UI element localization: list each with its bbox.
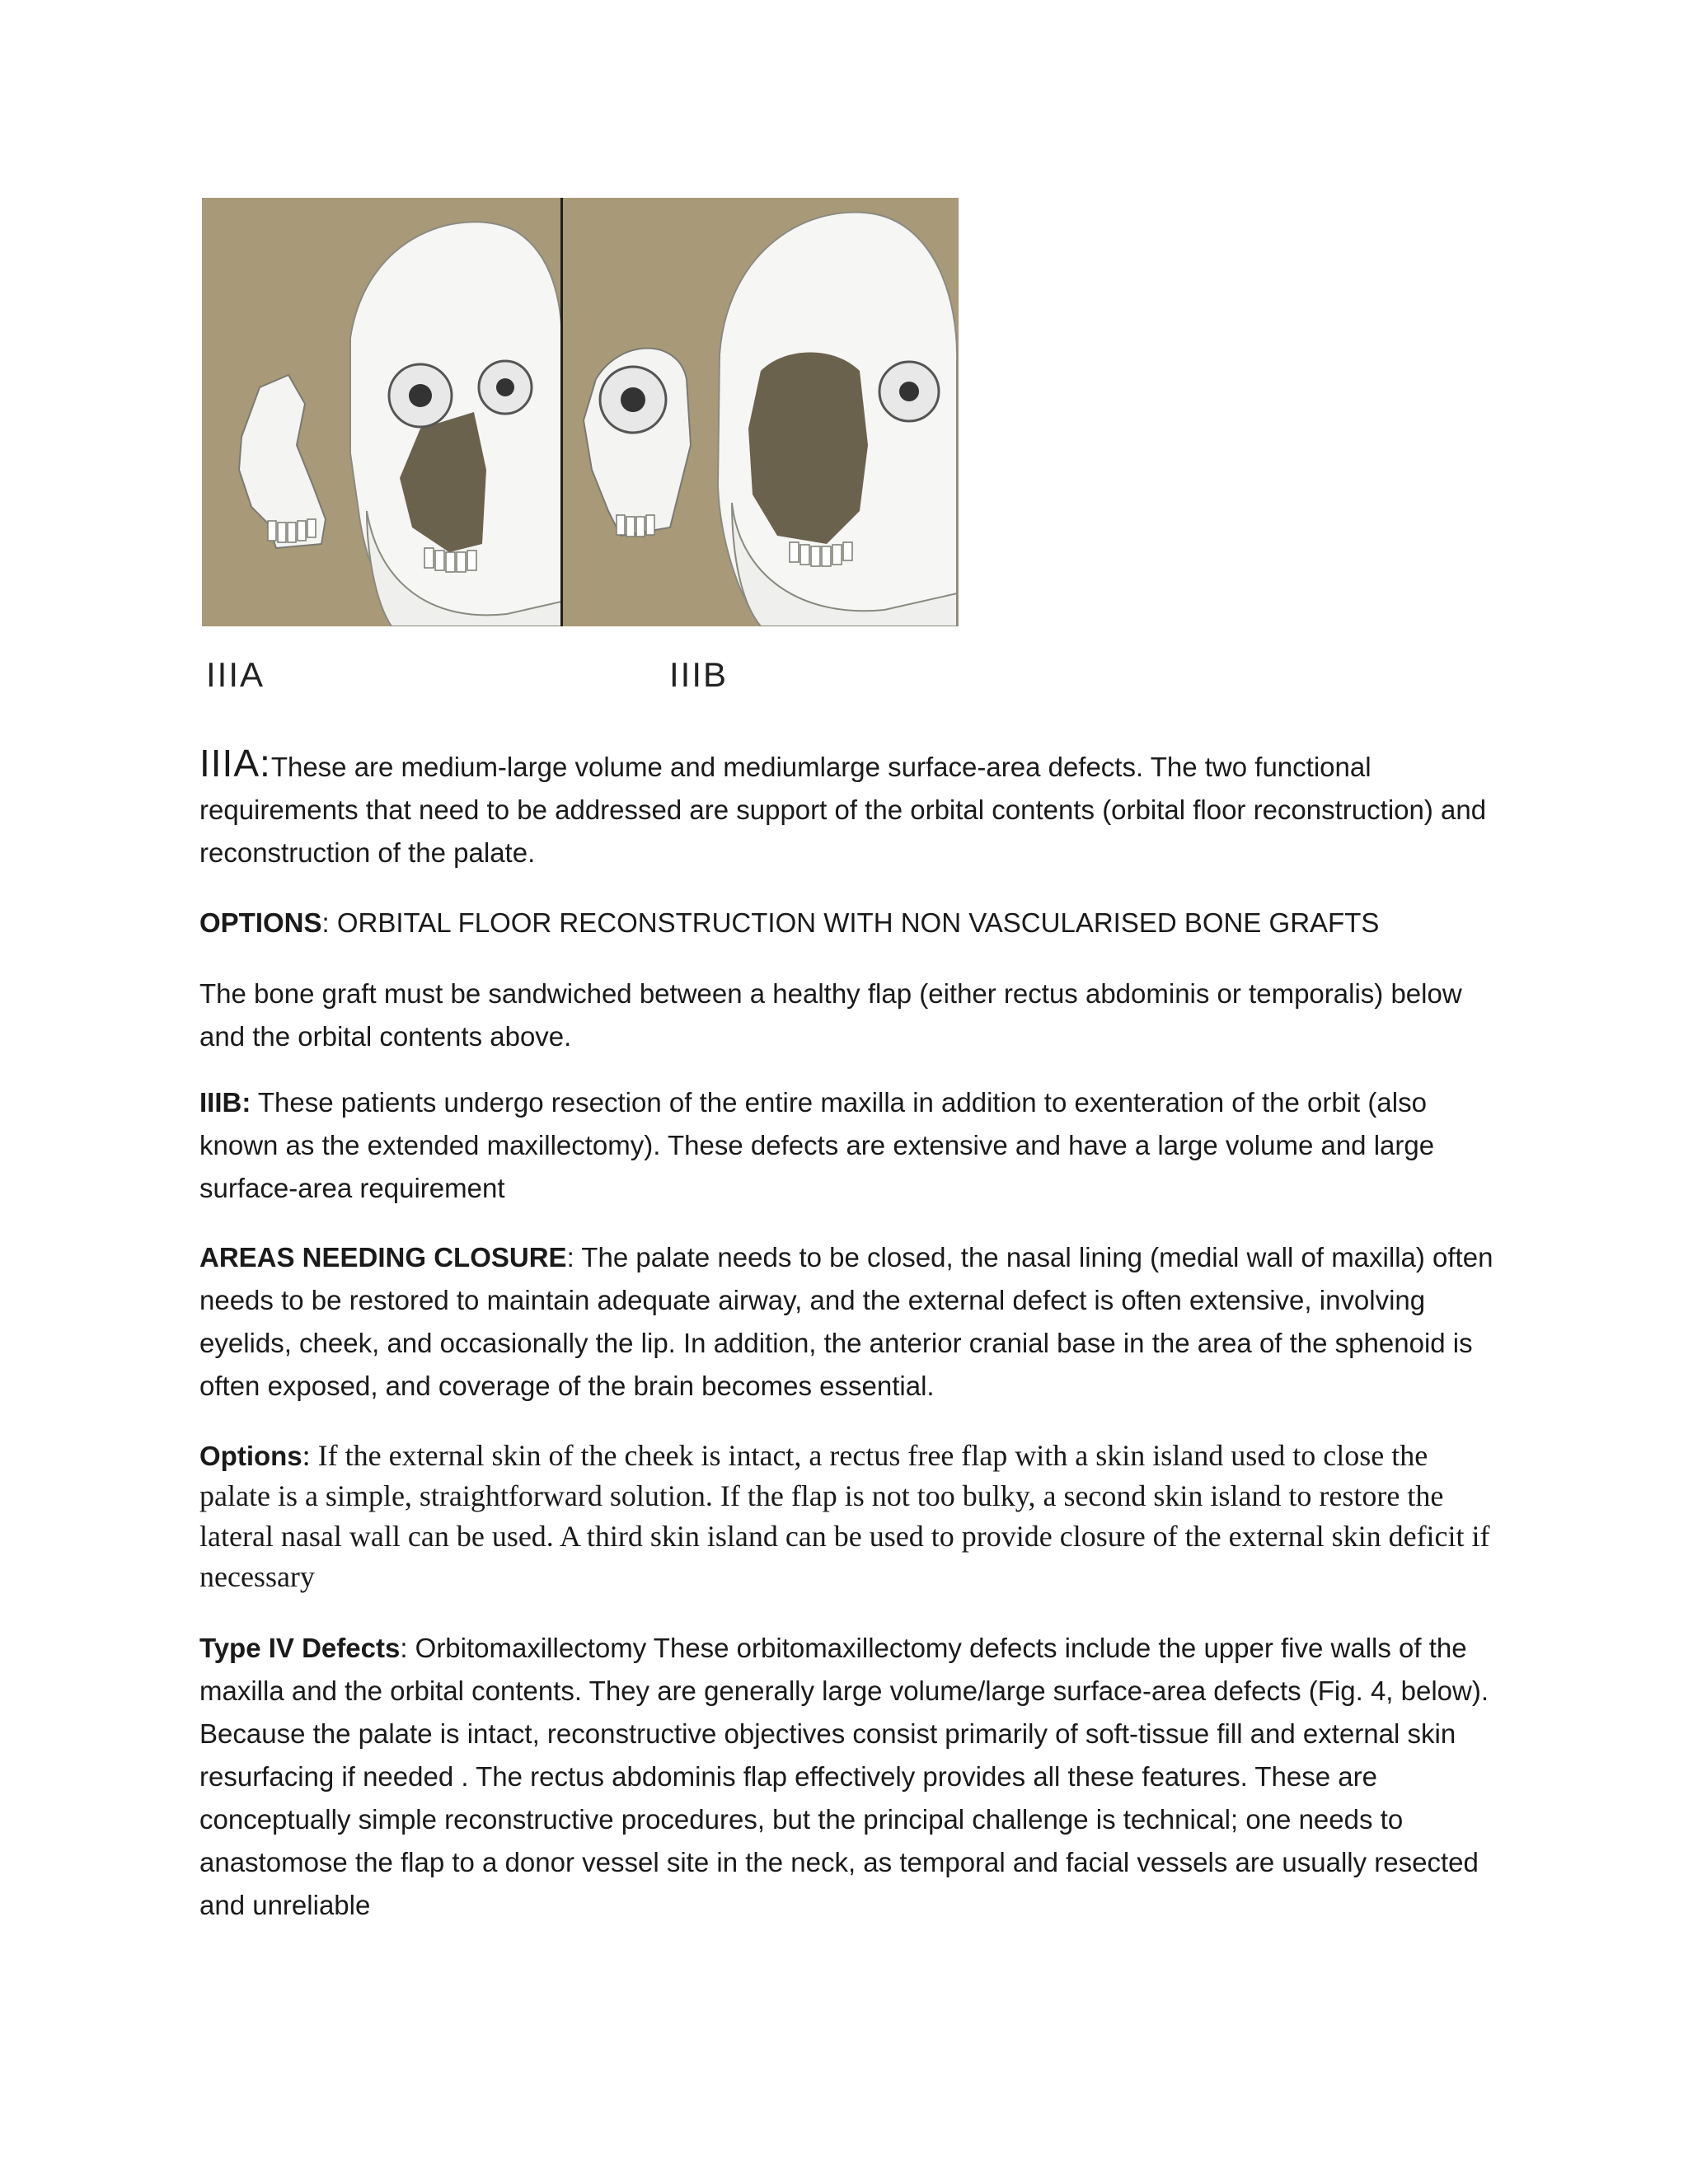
areas-label: AREAS NEEDING CLOSURE <box>199 1242 567 1272</box>
paragraph-areas-needing-closure <box>199 1236 1502 1408</box>
skull-defect-figure <box>202 198 959 626</box>
type-iv-text: : Orbitomaxillectomy These orbitomaxillectomy defects include the upper five walls of the maxilla and the orbital contents. They are generally large volume/large surface-area defects (Fig. 4, below). Because the palate is intact, reconstructive objectives consist primarily of soft-tissue fill and external skin resurfacing if needed . The rectus abdominis flap effectively provides all these features. These are conceptually simple reconstructive procedures, but the principal challenge is technical; one needs to anastomose the flap to a donor vessel site in the neck, as temporal and facial vessels are usually resected and unreliable <box>199 1633 1489 1920</box>
paragraph-options <box>199 902 1502 944</box>
paragraph-iiib <box>199 1081 1502 1210</box>
iiib-label: IIIB: <box>199 1087 251 1118</box>
skull-illustration-iiia <box>202 198 561 626</box>
bone-graft-text: The bone graft must be sandwiched between a healthy flap (either rectus abdominis or temporalis) below and the orbital contents above. <box>199 978 1462 1052</box>
areas-text: : The palate needs to be closed, the nasal lining (medial wall of maxilla) often needs to be restored to maintain adequate airway, and the external defect is often extensive, involving eyelids, cheek, and occasionally the lip. In addition, the anterior cranial base in the area of the sphenoid is often exposed, and coverage of the brain becomes essential. <box>199 1242 1493 1401</box>
paragraph-bone-graft <box>199 972 1502 1058</box>
paragraph-type-iv <box>199 1627 1502 1927</box>
paragraph-iiia-lead: IIIA: <box>199 742 271 785</box>
type-iv-label: Type IV Defects <box>199 1633 401 1663</box>
iiib-text: These patients undergo resection of the entire maxilla in addition to exenteration of the orbit (also known as the extended maxillectomy). These defects are extensive and have a large volume and large surface-area requirement <box>199 1087 1435 1203</box>
paragraph-options-flap <box>199 1436 1502 1597</box>
paragraph-iiia-text: These are medium-large volume and mediumlarge surface-area defects. The two functional requirements that need to be addressed are support of the orbital contents (orbital floor reconstruction) and reconstruction of the palate. <box>199 752 1487 868</box>
options-text: : ORBITAL FLOOR RECONSTRUCTION WITH NON VASCULARISED BONE GRAFTS <box>321 907 1380 938</box>
paragraph-iiia <box>199 742 1502 874</box>
figure-label-iiib: IIIB <box>669 655 729 694</box>
options-flap-text: : If the external skin of the cheek is intact, a rectus free flap with a skin island used to close the palate is a simple, straightforward solution. If the flap is not too bulky, a second skin island to restore the lateral nasal wall can be used. A third skin island can be used to provide closure of the external skin deficit if necessary <box>199 1439 1490 1593</box>
skull-illustration-iiib <box>563 198 959 626</box>
figure-label-iiia: IIIA <box>206 655 265 694</box>
options-flap-label: Options <box>199 1441 302 1471</box>
options-label: OPTIONS <box>199 907 322 938</box>
